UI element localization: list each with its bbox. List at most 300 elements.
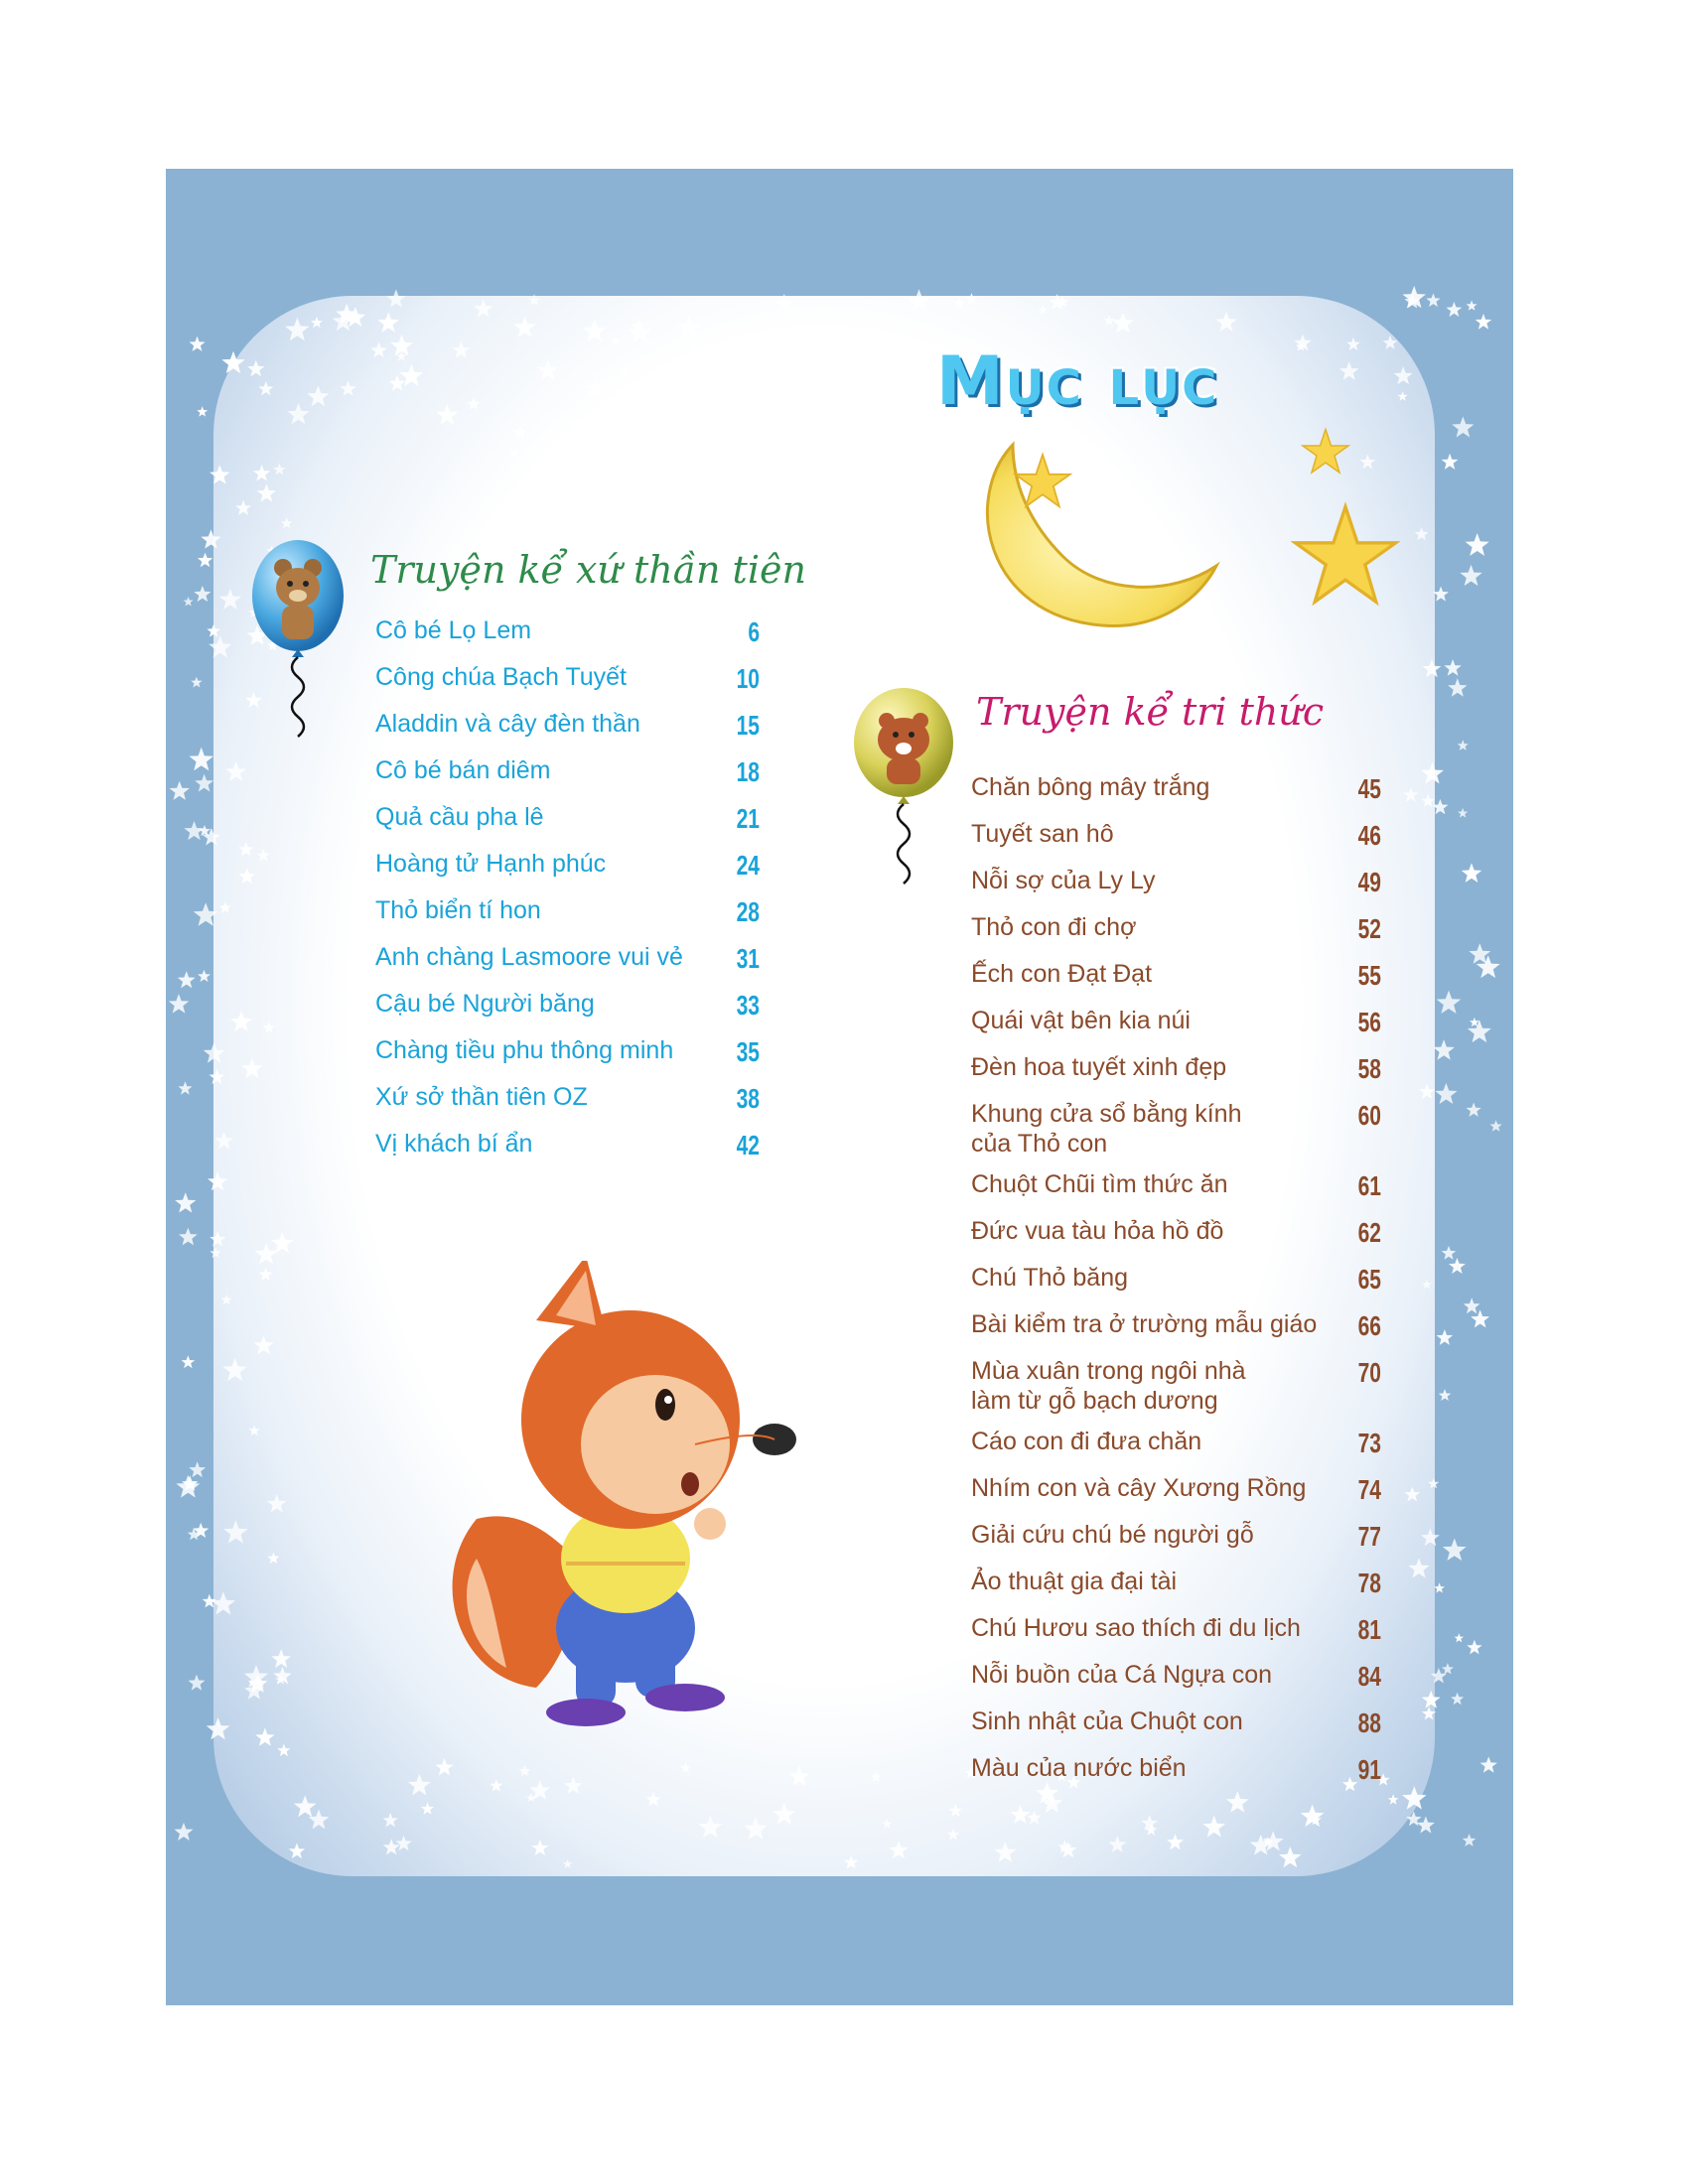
toc-entry bbox=[971, 1216, 1381, 1248]
decor-star bbox=[190, 337, 206, 351]
decor-star bbox=[175, 1823, 194, 1841]
toc-entry-title: Đức vua tàu hỏa hồ đồ bbox=[971, 1217, 1224, 1245]
toc-entry bbox=[971, 1567, 1381, 1598]
decor-star bbox=[209, 635, 231, 657]
toc-entry bbox=[375, 989, 760, 1021]
toc-entry-page: 49 bbox=[1357, 867, 1381, 897]
toc-entry-title: Tuyết san hô bbox=[971, 820, 1114, 848]
decor-star bbox=[1442, 454, 1459, 470]
decor-star bbox=[889, 1841, 908, 1858]
decor-star bbox=[178, 971, 196, 988]
decor-star bbox=[221, 351, 244, 373]
decor-star bbox=[1467, 300, 1477, 310]
decor-star bbox=[1471, 1309, 1489, 1327]
decor-star bbox=[513, 317, 535, 338]
decor-star bbox=[1346, 338, 1360, 350]
decor-star bbox=[773, 1803, 795, 1825]
decor-star bbox=[490, 1779, 502, 1792]
toc-entry bbox=[971, 1169, 1381, 1201]
decor-star bbox=[221, 1295, 232, 1305]
decor-star bbox=[512, 425, 527, 440]
decor-star bbox=[188, 1675, 205, 1691]
decor-star bbox=[1415, 527, 1429, 540]
decor-star bbox=[1451, 1693, 1464, 1705]
decor-star bbox=[225, 761, 246, 781]
decor-star bbox=[239, 868, 256, 884]
decor-star bbox=[1437, 1329, 1454, 1345]
star-icon bbox=[1013, 452, 1072, 511]
beaver-balloon-icon bbox=[849, 685, 958, 893]
decor-star bbox=[421, 1802, 434, 1814]
toc-entry-page: 70 bbox=[1357, 1357, 1381, 1388]
decor-star bbox=[844, 1855, 859, 1869]
decor-star bbox=[1433, 1039, 1455, 1060]
decor-star bbox=[1466, 533, 1489, 556]
decor-star bbox=[271, 1232, 293, 1253]
decor-star bbox=[1423, 659, 1442, 677]
toc-entry-title: Màu của nước biển bbox=[971, 1754, 1187, 1782]
decor-star bbox=[241, 1058, 263, 1079]
toc-entry bbox=[375, 1129, 760, 1160]
toc-entry-title: Nỗi buồn của Cá Ngựa con bbox=[971, 1661, 1273, 1689]
decor-star bbox=[518, 1765, 530, 1776]
toc-entry bbox=[375, 615, 760, 647]
toc-entry-page: 61 bbox=[1357, 1170, 1381, 1201]
toc-entry bbox=[971, 1309, 1381, 1341]
decor-star bbox=[1408, 1558, 1429, 1577]
decor-star bbox=[253, 1335, 273, 1354]
toc-entry bbox=[971, 1427, 1381, 1458]
decor-star bbox=[528, 294, 540, 305]
toc-entry-title: Nhím con và cây Xương Rồng bbox=[971, 1474, 1307, 1502]
decor-star bbox=[1464, 1297, 1480, 1313]
toc-entry-title: Khung cửa sổ bằng kính của Thỏ con bbox=[971, 1100, 1242, 1158]
decor-star bbox=[810, 453, 827, 469]
decor-star bbox=[1443, 1539, 1467, 1562]
decor-star bbox=[1108, 1836, 1126, 1852]
decor-star bbox=[285, 318, 310, 341]
toc-entry-page: 6 bbox=[748, 616, 760, 647]
decor-star bbox=[230, 1011, 252, 1031]
toc-entry-page: 46 bbox=[1357, 820, 1381, 851]
decor-star bbox=[688, 341, 700, 352]
toc-entry-title: Ảo thuật gia đại tài bbox=[971, 1568, 1178, 1595]
decor-star bbox=[253, 465, 270, 480]
decor-star bbox=[219, 901, 231, 913]
toc-entry bbox=[375, 709, 760, 741]
decor-star bbox=[259, 1268, 273, 1281]
decor-star bbox=[567, 414, 586, 432]
decor-star bbox=[1049, 294, 1065, 310]
decor-star bbox=[179, 1228, 198, 1246]
toc-entry-title: Anh chàng Lasmoore vui vẻ bbox=[375, 943, 683, 971]
decor-star bbox=[1476, 314, 1492, 330]
decor-star bbox=[1432, 799, 1448, 814]
toc-entry-title: Vị khách bí ẩn bbox=[375, 1130, 533, 1158]
decor-star bbox=[203, 1594, 216, 1608]
toc-entry bbox=[971, 1613, 1381, 1645]
decor-star bbox=[698, 1816, 722, 1839]
decor-star bbox=[1428, 1478, 1439, 1489]
decor-star bbox=[1458, 808, 1468, 818]
toc-entry bbox=[971, 772, 1381, 804]
decor-star bbox=[247, 360, 264, 377]
decor-star bbox=[389, 375, 406, 391]
toc-entry-page: 24 bbox=[736, 850, 760, 881]
toc-entry-title: Bài kiểm tra ở trường mẫu giáo bbox=[971, 1310, 1318, 1338]
decor-star bbox=[949, 1804, 963, 1817]
toc-entry-title: Thỏ con đi chợ bbox=[971, 913, 1137, 941]
decor-star bbox=[1403, 787, 1419, 802]
decor-star bbox=[294, 1796, 317, 1818]
decor-star bbox=[1250, 1835, 1272, 1855]
decor-star bbox=[1202, 1816, 1225, 1838]
decor-star bbox=[194, 902, 218, 926]
decor-star bbox=[564, 1776, 583, 1794]
decor-star bbox=[1421, 1528, 1440, 1546]
decor-star bbox=[207, 1717, 230, 1739]
decor-star bbox=[824, 372, 838, 385]
toc-entry-page: 66 bbox=[1357, 1310, 1381, 1341]
decor-star bbox=[255, 1243, 278, 1265]
toc-entry bbox=[971, 1263, 1381, 1295]
section-title-fairy-tales: Truyện kể xứ thần tiên bbox=[370, 548, 806, 592]
toc-entry-page: 10 bbox=[736, 663, 760, 694]
decor-star bbox=[1442, 1246, 1457, 1260]
toc-entry-title: Mùa xuân trong ngôi nhà làm từ gỗ bạch dương bbox=[971, 1357, 1246, 1415]
decor-star bbox=[219, 589, 241, 610]
toc-entry-page: 35 bbox=[736, 1036, 760, 1067]
decor-star bbox=[191, 677, 202, 688]
decor-star bbox=[1422, 1691, 1441, 1708]
decor-star bbox=[1383, 336, 1398, 349]
decor-star bbox=[223, 1520, 248, 1543]
toc-entry-title: Cô bé bán diêm bbox=[375, 756, 551, 784]
toc-entry-title: Chàng tiều phu thông minh bbox=[375, 1036, 674, 1064]
decor-star bbox=[214, 1132, 233, 1150]
decor-star bbox=[452, 341, 470, 358]
decor-star bbox=[178, 1081, 192, 1094]
decor-star bbox=[1444, 659, 1461, 676]
decor-star bbox=[289, 1843, 306, 1858]
decor-star bbox=[210, 465, 229, 483]
decor-star bbox=[198, 970, 211, 982]
decor-star bbox=[311, 317, 323, 329]
toc-entry-title: Ếch con Đạt Đạt bbox=[971, 960, 1153, 988]
decor-star bbox=[871, 1771, 882, 1781]
toc-entry-page: 78 bbox=[1357, 1568, 1381, 1598]
toc-entry-page: 77 bbox=[1357, 1521, 1381, 1552]
decor-star bbox=[474, 299, 492, 317]
toc-entry bbox=[971, 819, 1381, 851]
toc-entry bbox=[971, 1006, 1381, 1037]
toc-entry bbox=[971, 1520, 1381, 1552]
star-icon bbox=[1291, 501, 1400, 611]
decor-star bbox=[1398, 391, 1408, 400]
toc-entry bbox=[375, 662, 760, 694]
decor-star bbox=[1359, 454, 1375, 469]
decor-star bbox=[509, 448, 519, 458]
toc-entry-title: Thỏ biển tí hon bbox=[375, 896, 541, 924]
decor-star bbox=[1462, 863, 1481, 883]
decor-star bbox=[267, 1552, 279, 1564]
decor-star bbox=[1039, 305, 1049, 314]
toc-entry-page: 38 bbox=[736, 1083, 760, 1114]
decor-star bbox=[1426, 293, 1440, 307]
decor-star bbox=[204, 1042, 225, 1063]
toc-entry-page: 74 bbox=[1357, 1474, 1381, 1505]
decor-star bbox=[1339, 361, 1359, 380]
decor-star bbox=[257, 483, 276, 501]
toc-entry bbox=[375, 755, 760, 787]
decor-star bbox=[645, 1792, 660, 1807]
decor-star bbox=[408, 1774, 431, 1796]
toc-entry-page: 56 bbox=[1357, 1007, 1381, 1037]
decor-star bbox=[287, 403, 309, 424]
decor-star bbox=[255, 1728, 274, 1746]
toc-entry-page: 55 bbox=[1357, 960, 1381, 991]
decor-star bbox=[532, 1840, 549, 1855]
decor-star bbox=[672, 431, 689, 448]
decor-star bbox=[263, 1022, 275, 1032]
decor-star bbox=[1435, 1083, 1457, 1104]
decor-star bbox=[1458, 740, 1469, 751]
decor-star bbox=[1301, 1805, 1325, 1828]
toc-entry-page: 65 bbox=[1357, 1264, 1381, 1295]
decor-star bbox=[1011, 1805, 1031, 1824]
decor-star bbox=[1446, 302, 1462, 317]
toc-entry-title: Công chúa Bạch Tuyết bbox=[375, 663, 627, 691]
decor-star bbox=[908, 289, 931, 312]
decor-star bbox=[197, 406, 208, 416]
toc-entry-title: Đèn hoa tuyết xinh đẹp bbox=[971, 1053, 1227, 1081]
toc-entry-title: Chuột Chũi tìm thức ăn bbox=[971, 1170, 1228, 1198]
decor-star bbox=[748, 403, 772, 426]
decor-star bbox=[1431, 1668, 1447, 1683]
decor-star bbox=[1434, 1582, 1445, 1592]
decor-star bbox=[1468, 1020, 1491, 1042]
page-title: Mục lục bbox=[936, 342, 1219, 421]
decor-star bbox=[169, 994, 190, 1014]
decor-star bbox=[1467, 1103, 1481, 1117]
toc-entry bbox=[375, 1082, 760, 1114]
toc-entry-title: Hoàng tử Hạnh phúc bbox=[375, 850, 607, 878]
decor-star bbox=[176, 1475, 200, 1498]
decor-star bbox=[1448, 678, 1467, 697]
decor-star bbox=[1460, 565, 1482, 586]
decor-star bbox=[744, 1817, 768, 1840]
toc-entry-page: 45 bbox=[1357, 773, 1381, 804]
decor-star bbox=[399, 364, 423, 387]
toc-entry-page: 18 bbox=[736, 756, 760, 787]
toc-entry-title: Quái vật bên kia núi bbox=[971, 1007, 1191, 1034]
toc-entry-title: Chú Thỏ băng bbox=[971, 1264, 1128, 1292]
decor-star bbox=[823, 439, 833, 448]
toc-entry-title: Cô bé Lọ Lem bbox=[375, 616, 532, 644]
decor-star bbox=[386, 289, 405, 307]
toc-entry-title: Sinh nhật của Chuột con bbox=[971, 1707, 1243, 1735]
decor-star bbox=[1226, 1791, 1249, 1813]
toc-entry bbox=[971, 1660, 1381, 1692]
toc-entry-page: 52 bbox=[1357, 913, 1381, 944]
decor-star bbox=[435, 1758, 453, 1776]
toc-entry bbox=[971, 866, 1381, 897]
decor-star bbox=[1421, 762, 1444, 784]
decor-star bbox=[1480, 1756, 1497, 1772]
decor-star bbox=[281, 517, 293, 528]
decor-star bbox=[1394, 366, 1413, 384]
toc-entry-page: 84 bbox=[1357, 1661, 1381, 1692]
decor-star bbox=[835, 393, 847, 404]
toc-entry-page: 62 bbox=[1357, 1217, 1381, 1248]
decor-star bbox=[1388, 1794, 1399, 1804]
decor-star bbox=[1422, 1280, 1432, 1290]
toc-entry-title: Chăn bông mây trắng bbox=[971, 773, 1210, 801]
decor-star bbox=[222, 1358, 247, 1382]
decor-star bbox=[1437, 991, 1462, 1014]
toc-entry-page: 42 bbox=[736, 1130, 760, 1160]
decor-star bbox=[1467, 1640, 1481, 1655]
decor-star bbox=[809, 306, 821, 318]
decor-star bbox=[774, 294, 793, 312]
toc-entry-page: 28 bbox=[736, 896, 760, 927]
decor-star bbox=[884, 371, 901, 387]
decor-star bbox=[198, 553, 212, 568]
decor-star bbox=[611, 336, 621, 345]
toc-entry-title: Cậu bé Người băng bbox=[375, 990, 595, 1018]
toc-entry bbox=[375, 849, 760, 881]
decor-star bbox=[1463, 1834, 1477, 1846]
bear-balloon-icon bbox=[248, 536, 348, 745]
decor-star bbox=[779, 397, 794, 412]
decor-star bbox=[680, 1762, 691, 1773]
decor-star bbox=[563, 1859, 573, 1868]
decor-star bbox=[271, 1649, 291, 1668]
decor-star bbox=[182, 1355, 196, 1368]
toc-entry-title: Cáo con đi đưa chăn bbox=[971, 1428, 1202, 1455]
decor-star bbox=[190, 748, 214, 770]
decor-star bbox=[277, 1744, 290, 1757]
decor-star bbox=[677, 315, 702, 339]
decor-star bbox=[309, 1810, 330, 1830]
decor-star bbox=[769, 434, 778, 444]
decor-star bbox=[618, 452, 637, 471]
decor-star bbox=[1433, 587, 1449, 602]
fox-illustration bbox=[437, 1261, 814, 1727]
toc-entry-page: 81 bbox=[1357, 1614, 1381, 1645]
section-title-knowledge-tales: Truyện kể tri thức bbox=[976, 690, 1325, 734]
decor-star bbox=[1422, 1706, 1436, 1720]
decor-star bbox=[953, 297, 966, 309]
moon-icon bbox=[953, 427, 1231, 645]
decor-star bbox=[1490, 1120, 1502, 1132]
decor-star bbox=[267, 1494, 287, 1513]
decor-star bbox=[882, 1819, 893, 1829]
decor-star bbox=[377, 312, 399, 333]
decor-star bbox=[1167, 1834, 1184, 1849]
decor-star bbox=[383, 1813, 398, 1827]
toc-entry-page: 21 bbox=[736, 803, 760, 834]
decor-star bbox=[583, 319, 607, 341]
decor-star bbox=[1417, 1817, 1435, 1834]
decor-star bbox=[396, 1836, 412, 1851]
decor-star bbox=[340, 380, 355, 396]
decor-star bbox=[1419, 1084, 1435, 1099]
toc-entry bbox=[971, 1356, 1381, 1416]
decor-star bbox=[170, 781, 190, 800]
decor-star bbox=[194, 586, 211, 602]
decor-star bbox=[1112, 313, 1134, 334]
toc-entry-page: 58 bbox=[1357, 1053, 1381, 1084]
decor-star bbox=[1405, 1487, 1421, 1502]
toc-entry-page: 91 bbox=[1357, 1754, 1381, 1785]
decor-star bbox=[1279, 1846, 1301, 1867]
decor-star bbox=[1455, 1633, 1465, 1642]
decor-star bbox=[1449, 1258, 1466, 1274]
decor-star bbox=[789, 1766, 810, 1786]
decor-star bbox=[257, 849, 270, 861]
decor-star bbox=[184, 597, 194, 607]
decor-star bbox=[620, 365, 631, 376]
toc-entry bbox=[375, 895, 760, 927]
toc-entry bbox=[971, 1473, 1381, 1505]
toc-entry bbox=[971, 912, 1381, 944]
decor-star bbox=[947, 1829, 959, 1841]
decor-star bbox=[273, 464, 285, 476]
toc-entry-title: Giải cứu chú bé người gỗ bbox=[971, 1521, 1254, 1549]
decor-star bbox=[207, 624, 220, 637]
toc-entry-title: Xứ sở thần tiên OZ bbox=[375, 1083, 588, 1111]
toc-entry bbox=[375, 802, 760, 834]
toc-entry bbox=[971, 1099, 1381, 1159]
decor-star bbox=[1402, 1786, 1427, 1809]
decor-star bbox=[652, 422, 668, 437]
decor-star bbox=[258, 381, 273, 396]
toc-entry bbox=[971, 1706, 1381, 1738]
decor-star bbox=[235, 500, 251, 515]
star-icon bbox=[1301, 427, 1350, 477]
decor-star bbox=[628, 321, 651, 343]
decor-star bbox=[175, 1192, 196, 1212]
toc-entry bbox=[971, 1753, 1381, 1785]
decor-star bbox=[210, 1247, 221, 1258]
decor-star bbox=[370, 341, 387, 357]
toc-entry-title: Aladdin và cây đèn thần bbox=[375, 710, 640, 738]
decor-star bbox=[1452, 417, 1474, 438]
decor-star bbox=[209, 1069, 224, 1084]
toc-entry-title: Quả cầu pha lê bbox=[375, 803, 544, 831]
decor-star bbox=[208, 1171, 227, 1190]
decor-star bbox=[307, 385, 329, 406]
toc-entry bbox=[375, 942, 760, 974]
toc-entry-page: 15 bbox=[736, 710, 760, 741]
toc-entry-page: 60 bbox=[1357, 1100, 1381, 1131]
decor-star bbox=[211, 1591, 235, 1614]
decor-star bbox=[1215, 312, 1236, 332]
toc-entry-page: 33 bbox=[736, 990, 760, 1021]
decor-star bbox=[210, 1231, 225, 1246]
decor-star bbox=[537, 359, 558, 379]
toc-entry-page: 31 bbox=[736, 943, 760, 974]
decor-star bbox=[852, 403, 876, 426]
decor-star bbox=[965, 293, 977, 305]
toc-entry-page: 88 bbox=[1357, 1707, 1381, 1738]
toc-entry-title: Chú Hươu sao thích đi du lịch bbox=[971, 1614, 1301, 1642]
toc-entry-page: 73 bbox=[1357, 1428, 1381, 1458]
decor-star bbox=[1442, 1663, 1454, 1674]
decor-star bbox=[1059, 1842, 1076, 1858]
decor-star bbox=[436, 404, 458, 425]
